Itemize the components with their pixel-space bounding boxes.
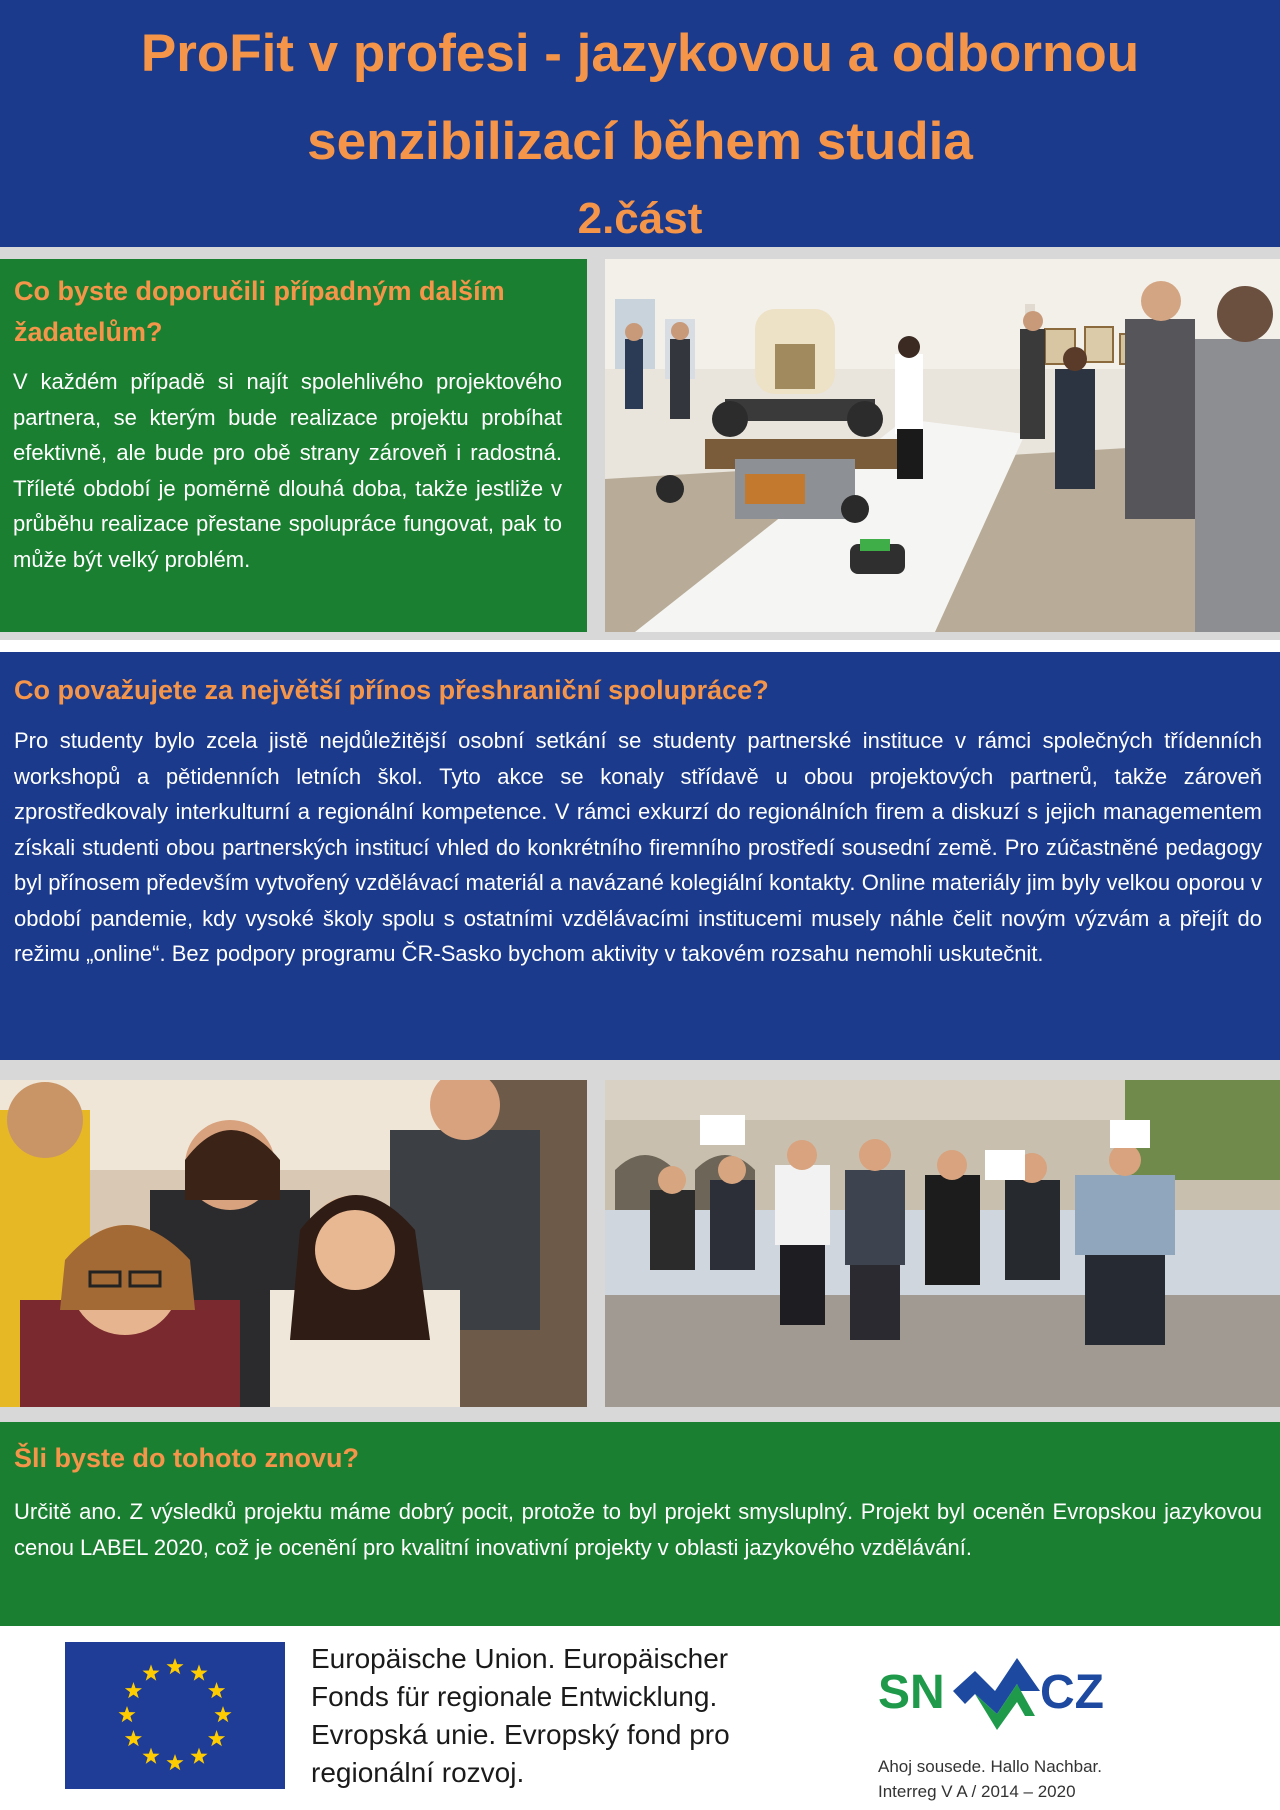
eu-line-1: Europäische Union. Europäischer (311, 1643, 729, 1674)
section-3-question: Šli byste do tohoto znovu? (14, 1443, 359, 1473)
eu-funding-text (311, 1640, 791, 1792)
photo-students-working (0, 1080, 587, 1407)
footer (0, 1626, 1280, 1810)
section-3-box (0, 1422, 1280, 1626)
logo-left-text: SN (878, 1666, 945, 1719)
section-1-question: Co byste doporučili případným dalším žadatelům? (14, 276, 505, 347)
section-2-box (0, 652, 1280, 1060)
title-line-1: ProFit v profesi - jazykovou a odbornou (140, 24, 1140, 83)
section-2-answer: Pro studenty bylo zcela jistě nejdůležitější osobní setkání se studenty partnerské instituce v rámci společných třídenních workshopů a pětidenních letních škol. Tyto akce se konaly střídavě u obou projektových partnerů, takže zároveň zprostředkovaly interkulturní a regionální kompetence. V rámci exkurzí do regionálních firem a diskuzí s jejich managementem získali studenti obou partnerských institucí vhled do konkrétního firemního prostředí sousední země. Pro zúčastněné pedagogy byl přínosem především vytvořený vzdělávací materiál a navázané kolegiální kontakty. Online materiály jim byly velkou oporou v období pandemie, kdy vysoké školy spolu s ostatními vzdělávacími institucemi musely náhle čelit novým výzvám a přejít do režimu „online“. Bez podpory programu ČR-Sasko bychom aktivity v takovém rozsahu nemohli uskutečnit. (14, 728, 1262, 966)
eu-flag-icon (65, 1642, 285, 1789)
title-line-2: senzibilizací během studia (307, 112, 973, 171)
photo-students-jumping (605, 1080, 1280, 1407)
section-1-box (0, 259, 587, 632)
sn-cz-logo-icon (875, 1636, 1125, 1746)
logo-right-text: CZ (1040, 1666, 1104, 1719)
photo-museum-exhibit (605, 259, 1280, 632)
eu-line-2: Fonds für regionale Entwicklung. (311, 1681, 718, 1712)
subtitle-part: 2.část (577, 194, 703, 243)
section-2-question: Co považujete za největší přínos přeshraniční spolupráce? (14, 675, 769, 705)
section-1-answer: V každém případě si najít spolehlivého projektového partnera, se kterým bude realizace projektu probíhat efektivně, ale bude pro obě strany zároveň i radostná. Tříleté období je poměrně dlouhá doba, takže jestliže v průběhu realizace přestane spolupráce fungovat, pak to může být velký problém. (13, 369, 562, 572)
eu-line-4: regionální rozvoj. (311, 1757, 525, 1788)
section-3-answer: Určitě ano. Z výsledků projektu máme dobrý pocit, protože to byl projekt smysluplný. Projekt byl oceněn Evropskou jazykovou cenou LABEL 2020, což je ocenění pro kvalitní inovativní projekty v oblasti jazykového vzdělávání. (14, 1499, 1262, 1560)
eu-line-3: Evropská unie. Evropský fond pro (311, 1719, 730, 1750)
interreg-tagline (878, 1754, 1138, 1804)
tagline-line-1: Ahoj sousede. Hallo Nachbar. (878, 1757, 1102, 1776)
header-banner (0, 0, 1280, 247)
tagline-line-2: Interreg V A / 2014 – 2020 (878, 1782, 1076, 1801)
spacer (0, 640, 1280, 646)
